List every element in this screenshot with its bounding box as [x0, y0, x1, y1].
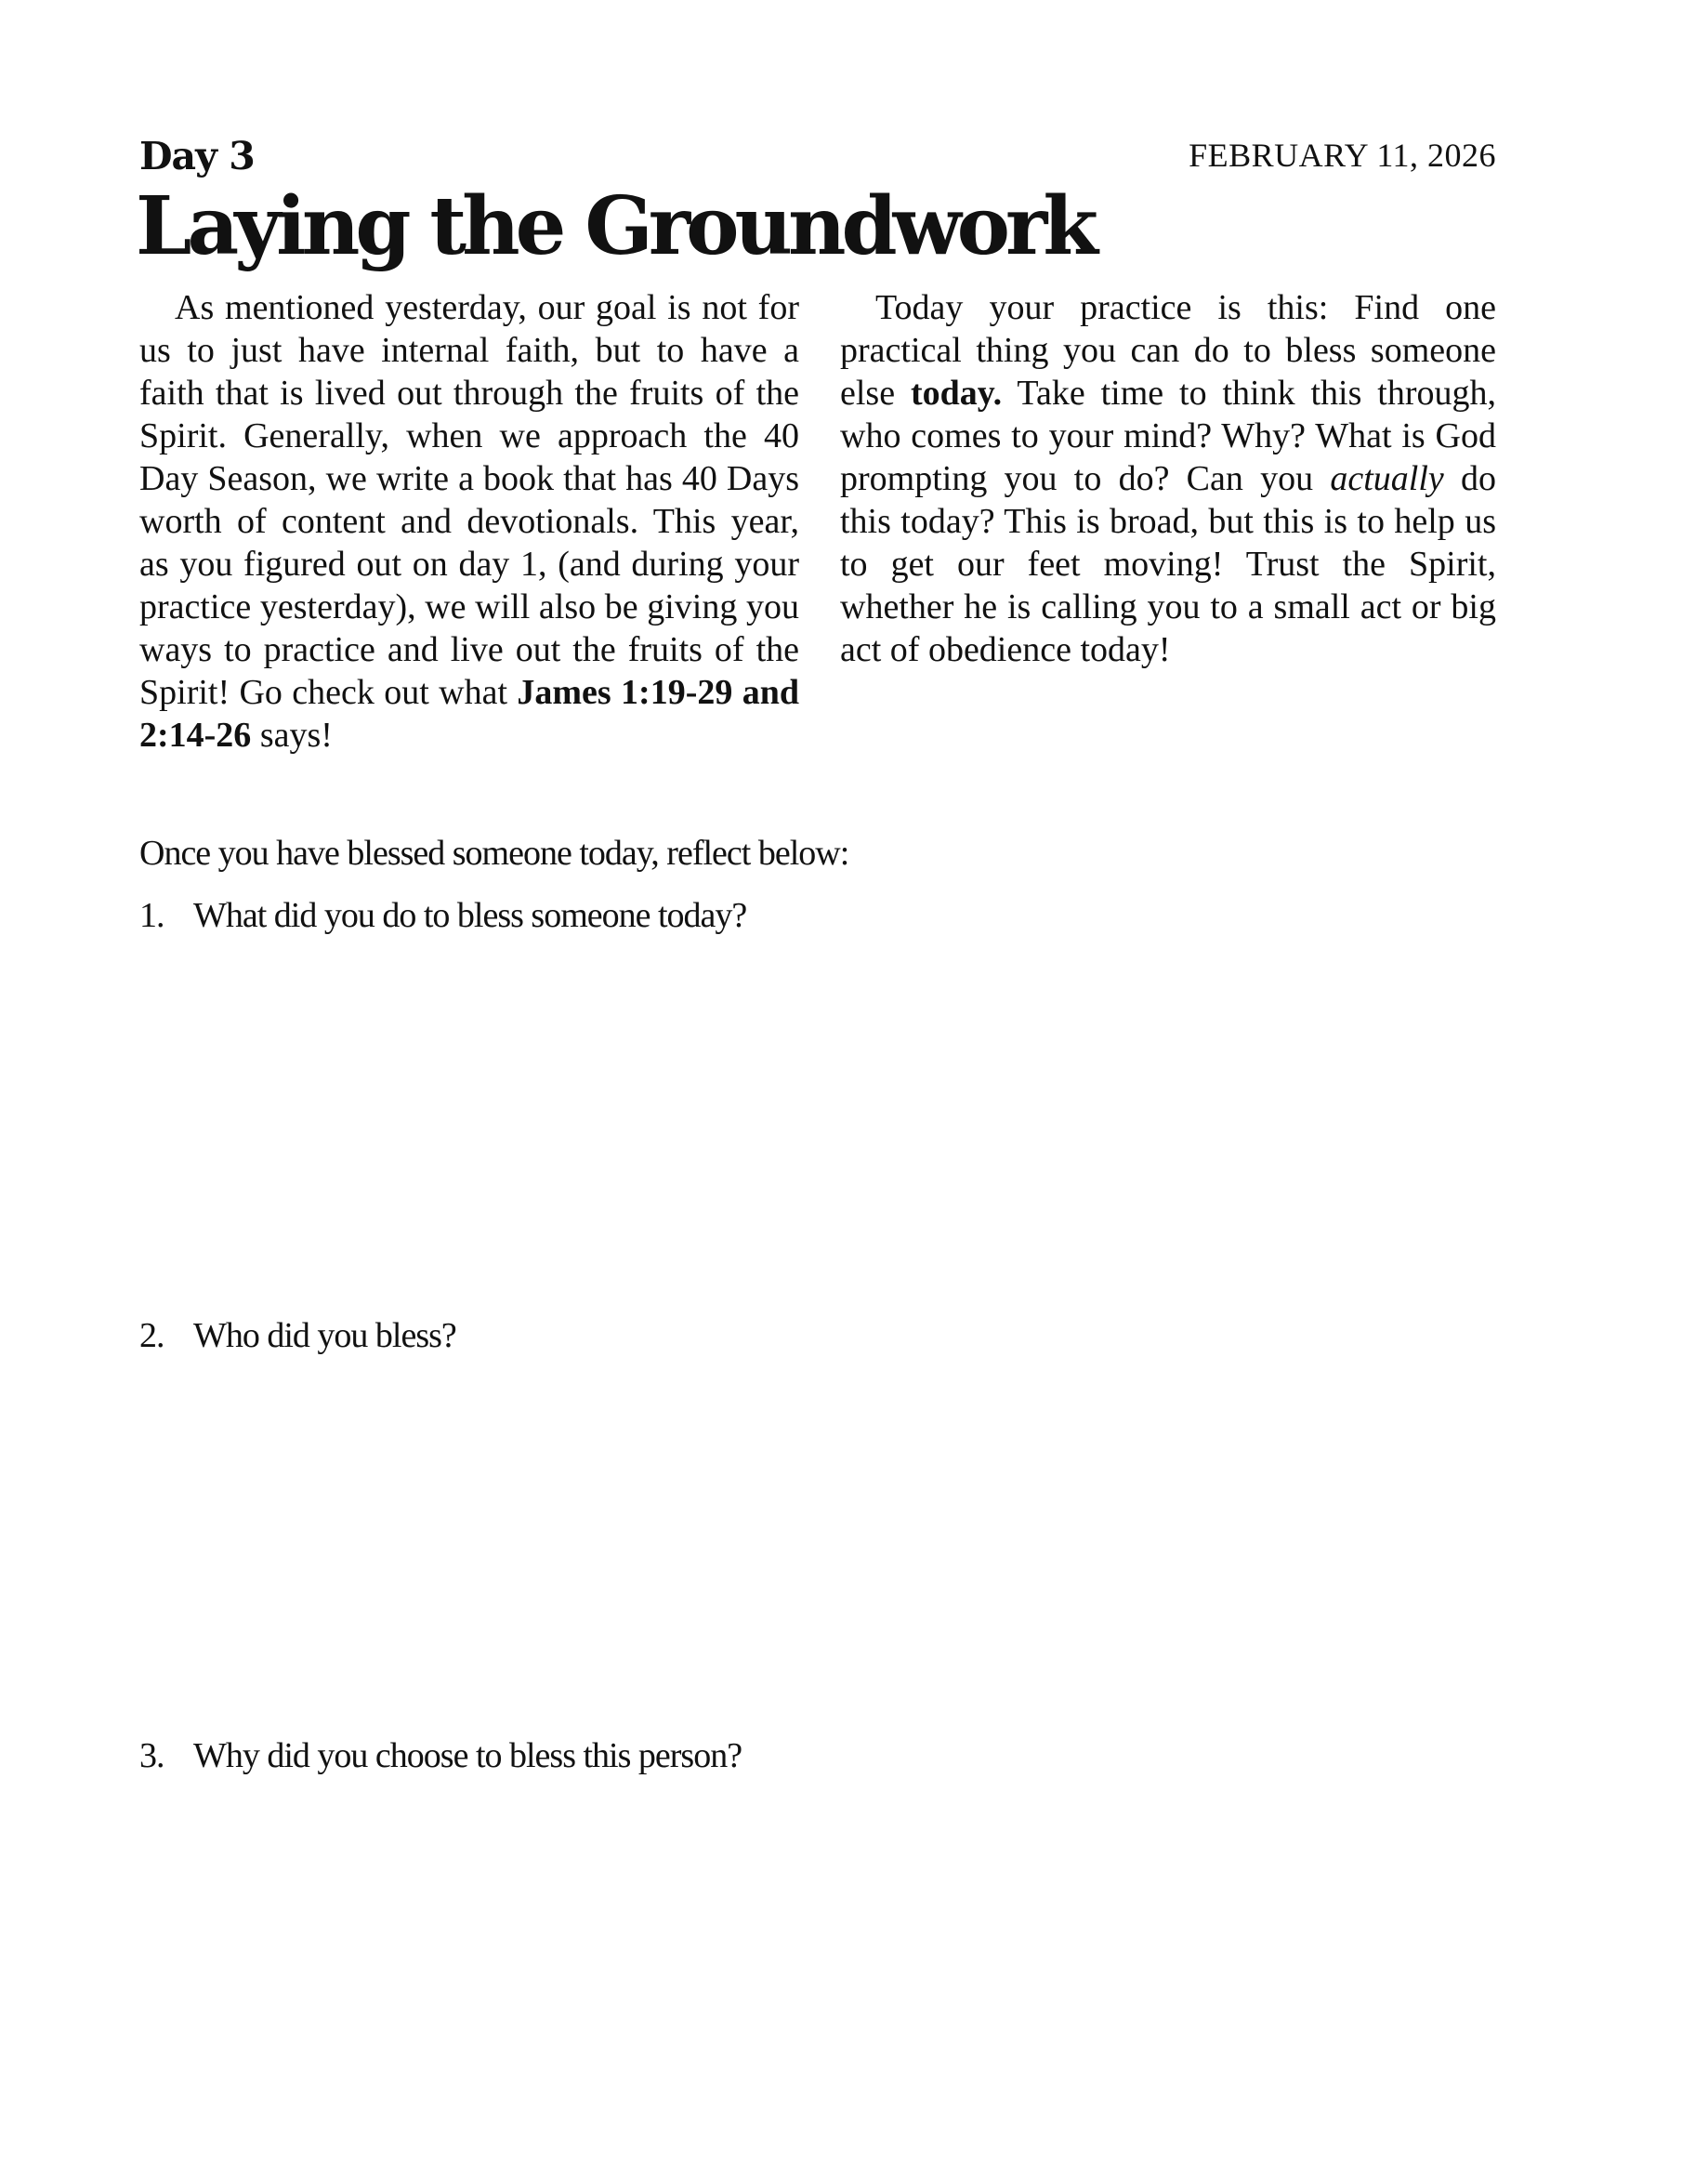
- right-paragraph: [840, 286, 1496, 671]
- left-paragraph: [139, 286, 799, 757]
- question-number: 3.: [139, 1736, 164, 1775]
- right-column: [840, 286, 1496, 671]
- right-text-2: Take time to think this through, who comes to your mind? Why? What is God prompting you to do? Can you: [840, 374, 1497, 498]
- reflection-question: [139, 892, 746, 939]
- reflection-question: [139, 1312, 456, 1359]
- question-text: Who did you bless?: [193, 1316, 456, 1355]
- right-text-3: do this today? This is broad, but this is to help us to get our feet moving! Trust the Spirit, whether he is calling you to a small act or big act of obedience today!: [840, 459, 1496, 669]
- date-label: FEBRUARY 11, 2026: [1189, 137, 1496, 174]
- question-number: 2.: [139, 1316, 164, 1355]
- reflection-intro: Once you have blessed someone today, reflect below:: [139, 834, 849, 873]
- left-text-2: says!: [251, 716, 333, 755]
- right-text-1: Today your practice is this: Find one practical thing you can do to bless someone else: [840, 288, 1496, 413]
- answer-space-2[interactable]: [139, 1366, 1496, 1701]
- answer-space-1[interactable]: [139, 946, 1496, 1281]
- question-text: Why did you choose to bless this person?: [193, 1736, 742, 1775]
- scripture-reference: James 1:19-29 and 2:14-26: [139, 673, 799, 755]
- reflection-question: [139, 1733, 742, 1779]
- question-text: What did you do to bless someone today?: [193, 896, 747, 935]
- day-label: Day 3: [139, 134, 255, 178]
- emphasis-today: today.: [910, 374, 1003, 413]
- left-text-1: As mentioned yesterday, our goal is not for us to just have internal faith, but to have a faith that is lived out through the fruits of the Spirit. Generally, when we approach the 40 Day Season, we write a book that has 40 Days worth of content and devotionals. This year, as you figured out on day 1, (and during your practice yesterday), we will also be giving you ways to practice and live out the fruits of the Spirit! Go check out what: [139, 288, 799, 712]
- answer-space-3[interactable]: [139, 1786, 1496, 2121]
- left-column: [139, 286, 799, 757]
- page-title: Laying the Groundwork: [136, 179, 1094, 273]
- emphasis-actually: actually: [1330, 459, 1444, 498]
- question-number: 1.: [139, 896, 164, 935]
